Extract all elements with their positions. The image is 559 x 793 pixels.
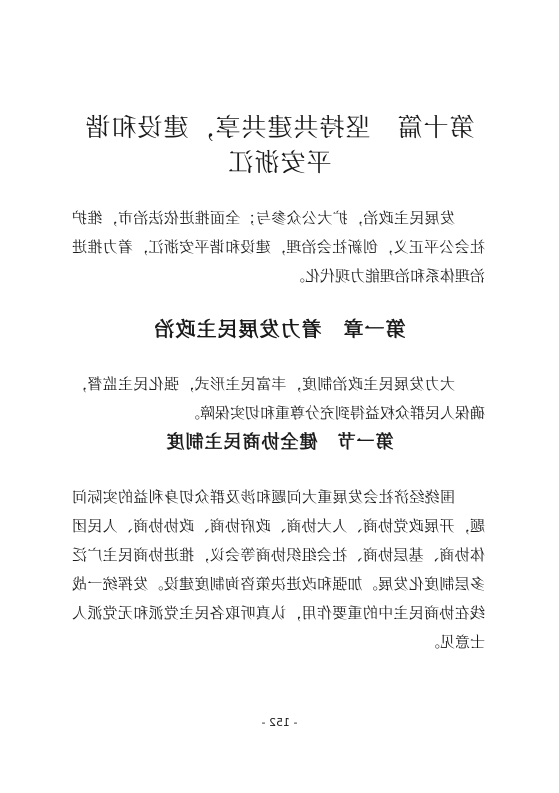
part-title-line1: 第十篇 坚持共建共享，建设和谐 xyxy=(84,113,475,142)
intro-paragraph: 发展民主政治，扩大公众参与；全面推进依法治市，维护社会公平正义，创新社会治理，建设和谐平安浙江，着力推进治理体系和治理能力现代化。 xyxy=(72,209,485,285)
part-title-line2: 平安浙江 xyxy=(227,148,332,177)
section-title: 第一节 健全协商民主制度 xyxy=(165,432,394,453)
page-number: - 152 - xyxy=(261,716,298,729)
section-paragraph: 围绕经济社会发展重大问题和涉及群众切身利益的实际问题，开展政党协商、人大协商、政府协商、政协协商、人民团体协商、基层协商、社会组织协商等会议，推进协商民主广泛多层制度化发展。加强和改进决策咨询制度建设。发挥统一战线在协商民主中的重要作用，认真听取各民主党派和无党派人士意见。 xyxy=(72,488,485,651)
chapter-title: 第一章 着力发展民主政治 xyxy=(153,317,406,341)
chapter-paragraph: 大力发展民主政治制度，丰富民主形式，强化民主监督，确保人民群众权益得到充分尊重和切实保障。 xyxy=(72,375,485,422)
